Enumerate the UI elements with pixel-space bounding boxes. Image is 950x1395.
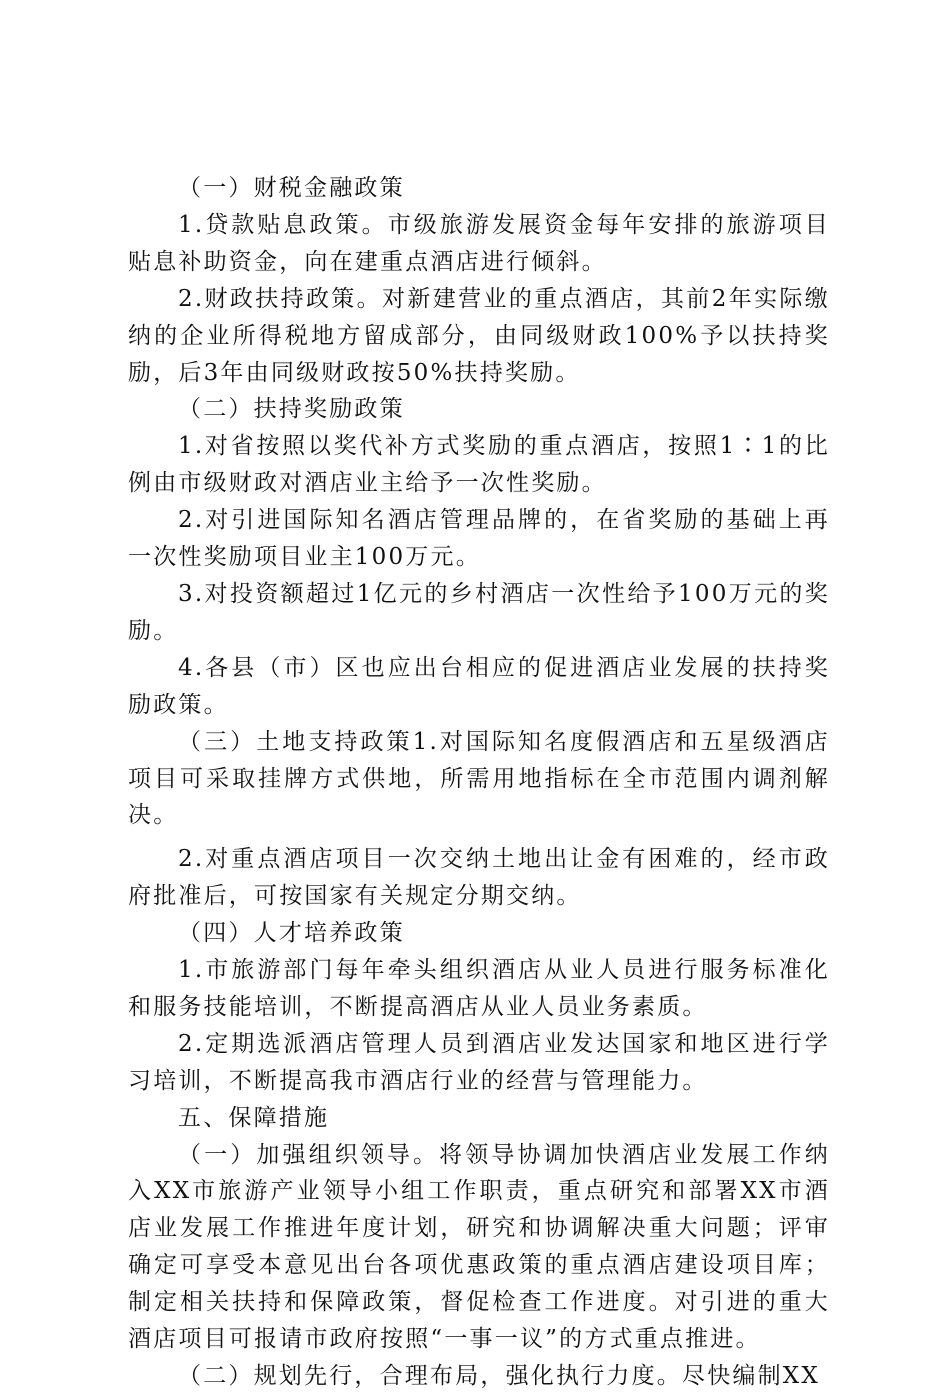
paragraph-land-support-2: 2.对重点酒店项目一次交纳土地出让金有困难的，经市政府批准后，可按国家有关规定分期交纳。 [128, 846, 830, 910]
paragraph-reward-3: 3.对投资额超过1亿元的乡村酒店一次性给予100万元的奖励。 [128, 580, 830, 644]
paragraph-loan-subsidy: 1.贷款贴息政策。市级旅游发展资金每年安排的旅游项目贴息补助资金，向在建重点酒店进行倾斜。 [128, 211, 830, 275]
section-heading-reward-policy: （二）扶持奖励政策 [178, 396, 405, 423]
section-heading-fiscal-finance: （一）财税金融政策 [178, 175, 405, 201]
paragraph-talent-1: 1.市旅游部门每年牵头组织酒店从业人员进行服务标准化和服务技能培训，不断提高酒店从业人员业务素质。 [128, 957, 830, 1020]
paragraph-reward-1: 1.对省按照以奖代补方式奖励的重点酒店，按照1∶1的比例由市级财政对酒店业主给予一次性奖励。 [128, 433, 830, 497]
paragraph-reward-4: 4.各县（市）区也应出台相应的促进酒店业发展的扶持奖励政策。 [128, 654, 830, 718]
paragraph-talent-2: 2.定期选派酒店管理人员到酒店业发达国家和地区进行学习培训，不断提高我市酒店行业的经营与管理能力。 [128, 1030, 830, 1094]
section-heading-talent: （四）人才培养政策 [178, 920, 405, 947]
paragraph-land-support-1: （三）土地支持政策1.对国际知名度假酒店和五星级酒店项目可采取挂牌方式供地，所需用地指标在全市范围内调剂解决。 [128, 728, 830, 829]
paragraph-planning-first: （二）规划先行，合理布局，强化执行力度。尽快编制XX [178, 1363, 820, 1389]
paragraph-gap [128, 834, 830, 841]
paragraph-organization-leadership: （一）加强组织领导。将领导协调加快酒店业发展工作纳入XX市旅游产业领导小组工作职责，重点研究和部署XX市酒店业发展工作推进年度计划，研究和协调解决重大问题；评审确定可享受本意见出台各项优惠政策的重点酒店建设项目库；制定相关扶持和保障政策，督促检查工作进度。对引进的重大酒店项目可报请市政府按照“一事一议”的方式重点推进。 [128, 1141, 830, 1353]
document-body [128, 170, 830, 1395]
section-heading-safeguards: 五、保障措施 [178, 1104, 330, 1131]
paragraph-fiscal-support: 2.财政扶持政策。对新建营业的重点酒店，其前2年实际缴纳的企业所得税地方留成部分，由同级财政100%予以扶持奖励，后3年由同级财政按50%扶持奖励。 [128, 285, 830, 386]
paragraph-reward-2: 2.对引进国际知名酒店管理品牌的，在省奖励的基础上再一次性奖励项目业主100万元。 [128, 507, 830, 571]
